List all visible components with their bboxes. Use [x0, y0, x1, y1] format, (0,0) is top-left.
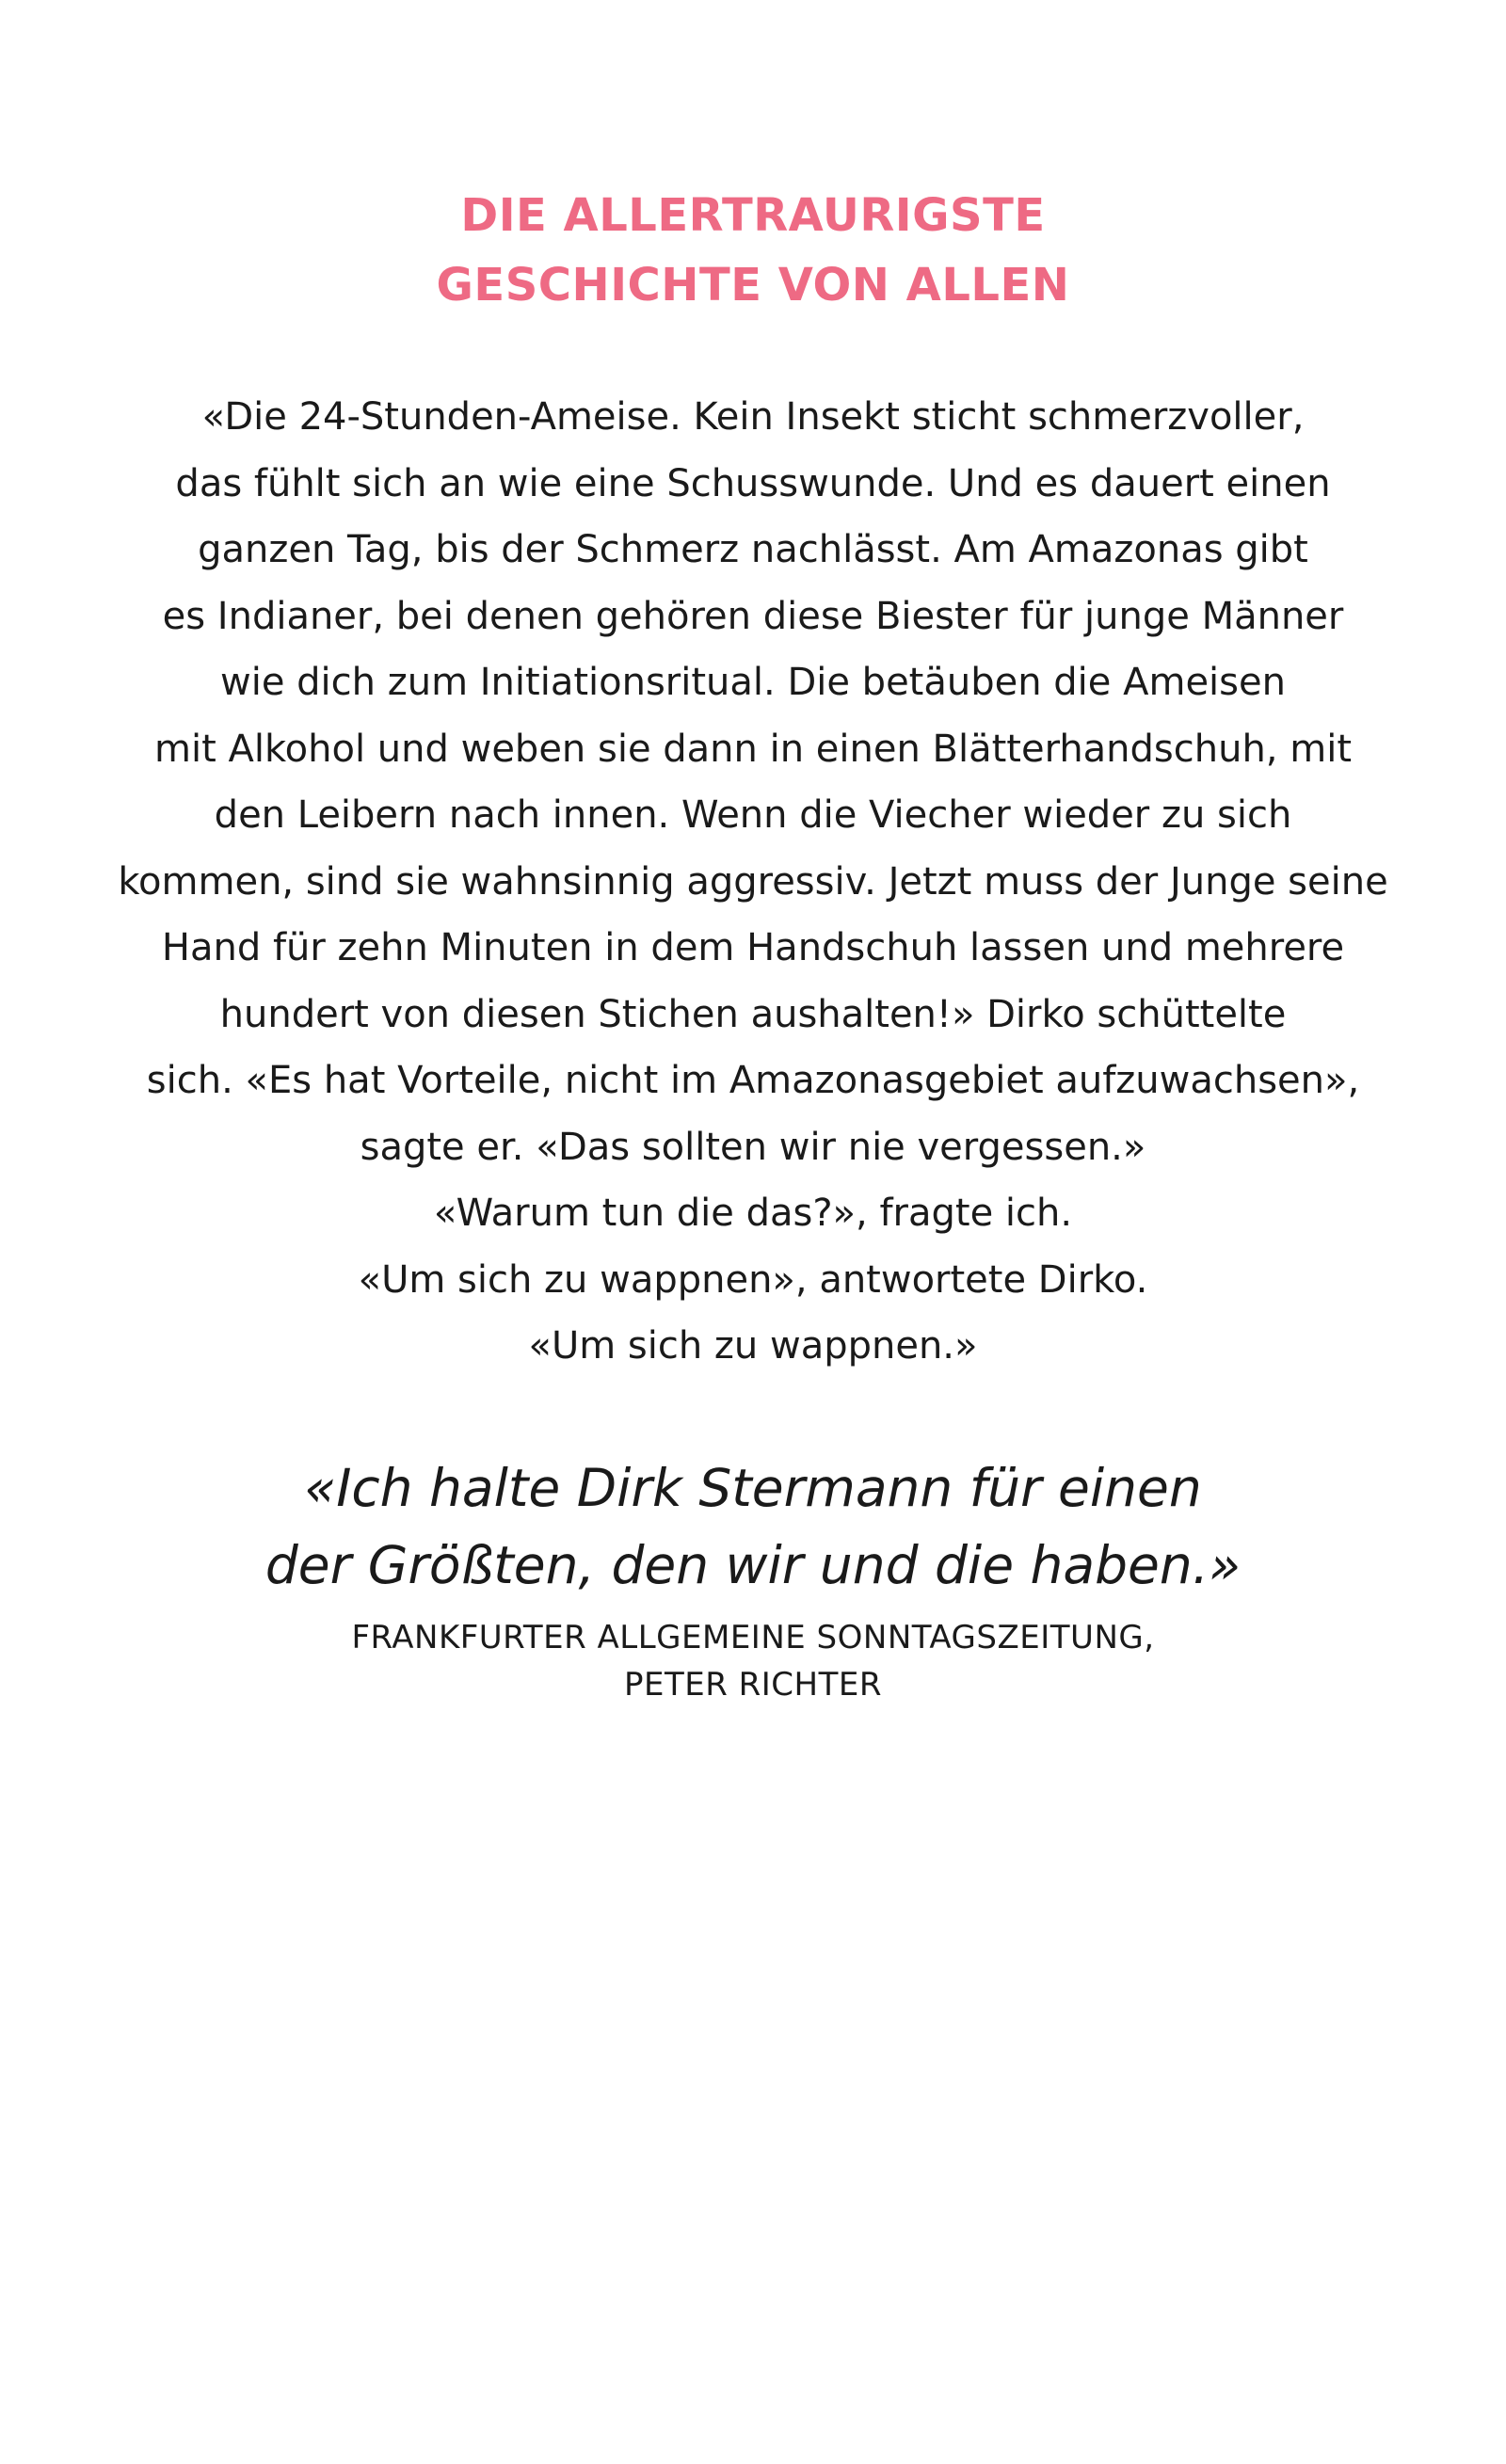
excerpt-paragraph	[75, 384, 1431, 1380]
press-quote-line-2: der Größten, den wir und die haben.»	[264, 1535, 1242, 1595]
excerpt-line: wie dich zum Initiationsritual. Die betäuben die Ameisen	[220, 661, 1286, 704]
press-quote-line-1: «Ich halte Dirk Stermann für einen	[304, 1458, 1202, 1518]
press-quote	[0, 1449, 1506, 1604]
excerpt-line: «Um sich zu wappnen», antwortete Dirko.	[358, 1257, 1148, 1302]
excerpt-line: «Die 24-Stunden-Ameise. Kein Insekt sticht schmerzvoller,	[201, 395, 1305, 439]
headline	[0, 181, 1506, 320]
excerpt-line: mit Alkohol und weben sie dann in einen Blätterhandschuh, mit	[153, 727, 1352, 771]
excerpt-line: sich. «Es hat Vorteile, nicht im Amazonasgebiet aufzuwachsen»,	[146, 1059, 1360, 1102]
quote-source	[0, 1614, 1506, 1708]
excerpt-line: den Leibern nach innen. Wenn die Viecher wieder zu sich	[214, 793, 1292, 837]
excerpt-line: sagte er. «Das sollten wir nie vergessen.»	[360, 1125, 1146, 1169]
excerpt-line: ganzen Tag, bis der Schmerz nachlässt. Am Amazonas gibt	[198, 528, 1308, 571]
excerpt-line: das fühlt sich an wie eine Schusswunde. Und es dauert einen	[175, 461, 1331, 505]
quote-source-author: PETER RICHTER	[623, 1666, 882, 1704]
quote-source-publication: FRANKFURTER ALLGEMEINE SONNTAGSZEITUNG,	[351, 1619, 1155, 1656]
excerpt-line: «Um sich zu wappnen.»	[528, 1324, 978, 1368]
headline-line-2: GESCHICHTE VON ALLEN	[436, 259, 1070, 312]
excerpt-line: es Indianer, bei denen gehören diese Biester für junge Männer	[162, 594, 1344, 638]
excerpt-line: hundert von diesen Stichen aushalten!» Dirko schüttelte	[219, 992, 1287, 1036]
excerpt-line: Hand für zehn Minuten in dem Handschuh lassen und mehrere	[161, 926, 1345, 969]
excerpt-line: kommen, sind sie wahnsinnig aggressiv. Jetzt muss der Junge seine	[118, 859, 1388, 904]
excerpt-line: «Warum tun die das?», fragte ich.	[433, 1192, 1073, 1235]
headline-line-1: DIE ALLERTRAURIGSTE	[460, 189, 1046, 242]
